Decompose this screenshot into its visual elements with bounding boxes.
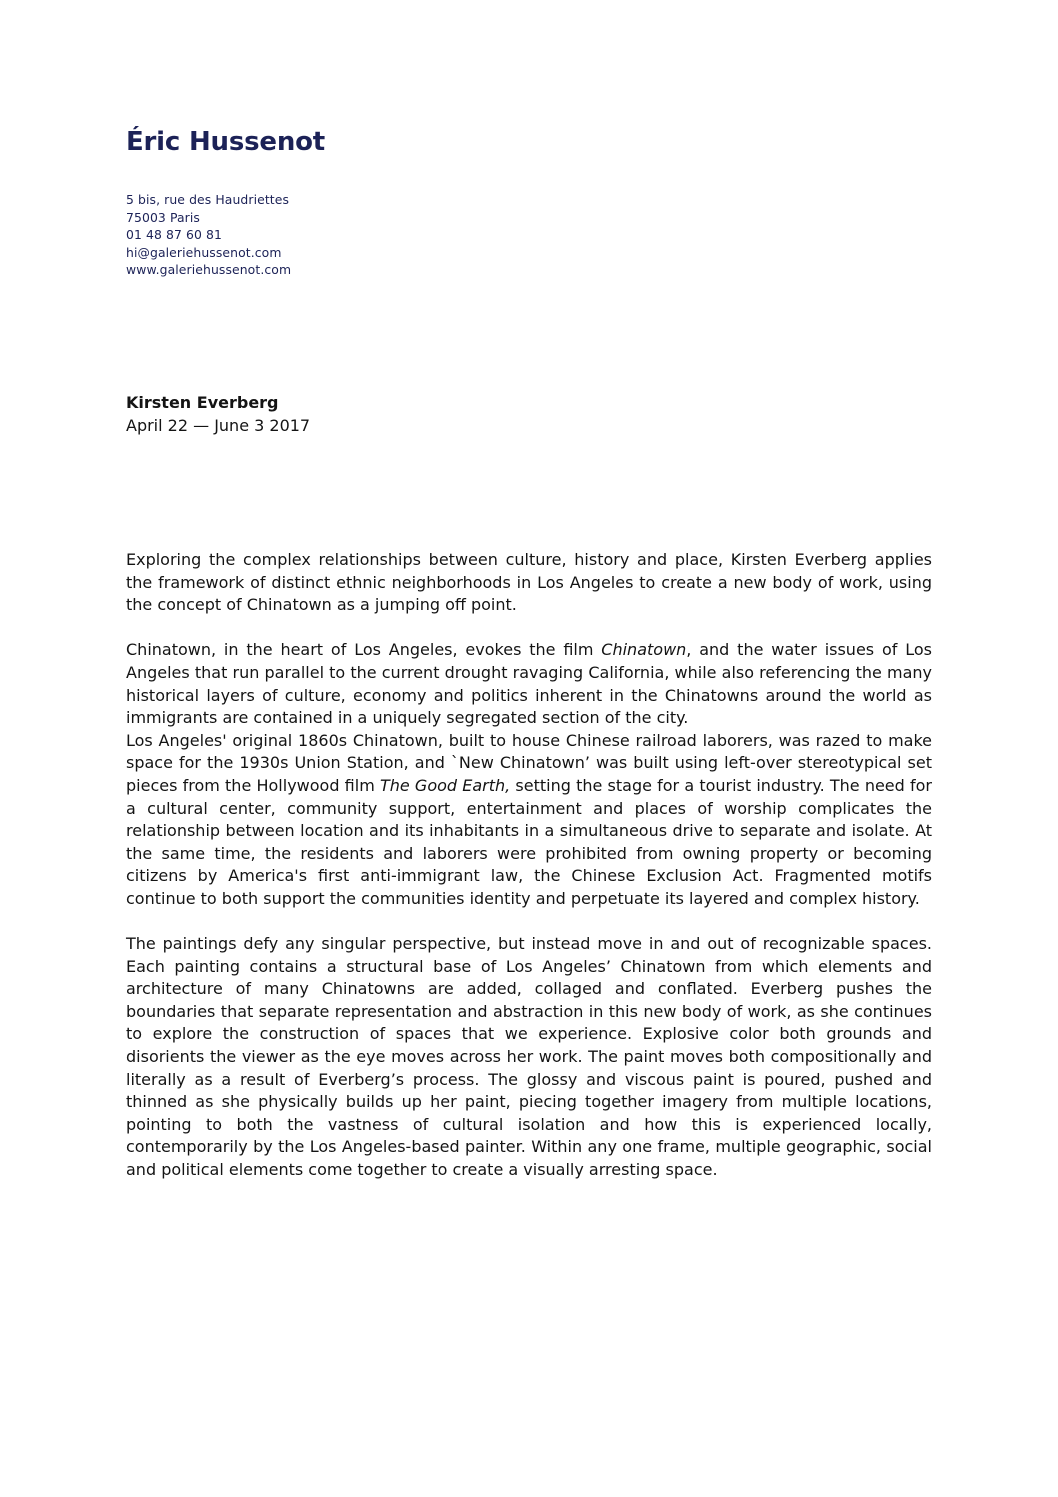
- text-segment: Exploring the complex relationships between culture, history and place, Kirsten Everberg applies the framework of distinct ethnic neighborhoods in Los Angeles to create a new body of work, using the concept of Chinatown as a jumping off point.: [126, 550, 932, 615]
- paragraph-chinatown: [126, 639, 932, 729]
- exhibition-header: [126, 391, 310, 437]
- paragraph-paintings: [126, 933, 932, 1182]
- gallery-name: Éric Hussenot: [126, 127, 326, 157]
- paragraph-intro: [126, 549, 932, 617]
- exhibition-dates: April 22 — June 3 2017: [126, 416, 311, 435]
- press-release-text: [126, 549, 932, 1182]
- text-segment: Chinatown, in the heart of Los Angeles, evokes the film: [126, 640, 602, 660]
- text-segment: The paintings defy any singular perspective, but instead move in and out of recognizable spaces. Each painting contains a structural base of Los Angeles’ Chinatown from which elements and architecture of many Chinatowns are added, collaged and conflated. Everberg pushes the boundaries that separate representation and abstraction in this new body of work, as she continues to explore the construction of spaces that we experience. Explosive color both grounds and disorients the viewer as the eye moves across her work. The paint moves both compositionally and literally as a result of Everberg’s process. The glossy and viscous paint is poured, pushed and thinned as she physically builds up her paint, piecing together imagery from multiple locations, pointing to both the vastness of cultural isolation and how this is experienced locally, contemporarily by the Los Angeles-based painter. Within any one frame, multiple geographic, social and political elements come together to create a visually arresting space.: [126, 934, 932, 1180]
- text-segment: , and the water issues of Los Angeles that run parallel to the current drought ravaging California, while also referencing the many historical layers of culture, economy and politics inherent in the Chinatowns around the world as immigrants are contained in a uniquely segregated section of the city.: [126, 640, 932, 728]
- address-phone: 01 48 87 60 81: [126, 227, 222, 242]
- address-website: www.galeriehussenot.com: [126, 262, 292, 277]
- text-segment: setting the stage for a tourist industry. The need for a cultural center, community support, entertainment and places of worship complicates the relationship between location and its inhabitants in a simultaneous drive to separate and isolate. At the same time, the residents and laborers were prohibited from owning property or becoming citizens by America's first anti-immigrant law, the Chinese Exclusion Act. Fragmented motifs continue to both support the communities identity and perpetuate its layered and complex history.: [126, 775, 932, 908]
- text-segment: Los Angeles' original 1860s Chinatown, built to house Chinese railroad laborers, was razed to make space for the 1930s Union Station, and `New Chinatown’ was built using left-over stereotypical set pieces from the Hollywood film: [126, 730, 932, 795]
- address-email: hi@galeriehussenot.com: [126, 244, 282, 260]
- gallery-address: [126, 191, 291, 279]
- address-street: 5 bis, rue des Haudriettes: [126, 192, 290, 207]
- paragraph-history: [126, 730, 932, 911]
- film-title-good-earth: The Good Earth,: [379, 775, 511, 795]
- film-title-chinatown: Chinatown: [601, 640, 687, 660]
- address-city: 75003 Paris: [126, 209, 200, 225]
- artist-name: Kirsten Everberg: [126, 393, 279, 412]
